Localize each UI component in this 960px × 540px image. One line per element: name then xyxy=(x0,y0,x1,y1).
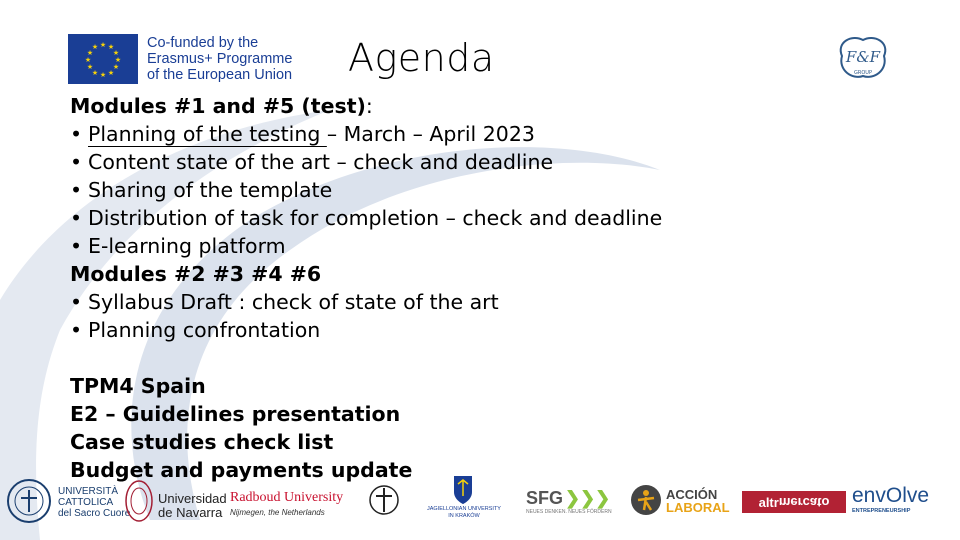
eu-flag-icon xyxy=(68,34,138,84)
jagiellonian-logo xyxy=(418,506,510,520)
altromercato-logo xyxy=(742,491,846,513)
list-item xyxy=(70,316,930,344)
list-item xyxy=(70,120,930,148)
svg-text:★: ★ xyxy=(112,63,120,71)
cattolica-line2: CATTOLICA xyxy=(58,497,114,508)
accion-laboral-logo xyxy=(666,488,730,514)
bullet-icon: • xyxy=(70,206,83,230)
envolve-name: envOlve xyxy=(852,484,930,507)
section1-heading-text: Modules #1 and #5 (test) xyxy=(70,94,366,118)
list-item-underlined: Planning of the testing xyxy=(88,122,327,146)
partner-logos xyxy=(0,474,960,540)
bold-line-e2: E2 – Guidelines presentation xyxy=(70,402,401,426)
svg-text:★: ★ xyxy=(86,49,94,57)
list-item xyxy=(70,176,930,204)
accion-laboral-icon xyxy=(630,484,662,516)
cattolica-seal-icon xyxy=(6,476,52,526)
cattolica-logo xyxy=(58,486,130,519)
svg-text:★: ★ xyxy=(84,56,92,64)
list-item-text: Syllabus Draft : check of state of the art xyxy=(88,290,499,314)
altromercato-right: mercato xyxy=(778,494,830,510)
eu-text-line3: of the European Union xyxy=(147,67,293,83)
accion-line2: LABORAL xyxy=(666,500,730,515)
agenda-content xyxy=(70,92,930,484)
section2-heading: Modules #2 #3 #4 #6 xyxy=(70,262,322,286)
altromercato-left: altr xyxy=(758,494,779,510)
bullet-icon: • xyxy=(70,234,83,258)
radboud-seal-icon xyxy=(368,478,400,522)
bullet-icon: • xyxy=(70,290,83,314)
envolve-logo xyxy=(852,484,929,514)
ff-group-logo xyxy=(830,32,896,82)
list-item xyxy=(70,148,930,176)
svg-text:★: ★ xyxy=(91,69,99,77)
list-item-text: E-learning platform xyxy=(88,234,286,258)
cattolica-line1: UNIVERSITÀ xyxy=(58,486,119,497)
sfg-arrows-icon: ❯❯❯ xyxy=(565,488,611,508)
section1-heading xyxy=(70,92,930,120)
navarra-line1: Universidad xyxy=(158,491,227,506)
svg-text:★: ★ xyxy=(99,41,107,49)
list-item-text: Sharing of the template xyxy=(88,178,333,202)
svg-text:★: ★ xyxy=(112,49,120,57)
bold-line-tpm4: TPM4 Spain xyxy=(70,374,206,398)
eu-cofunded-logo xyxy=(68,34,292,84)
list-item xyxy=(70,232,930,260)
list-item-text: Distribution of task for completion – check and deadline xyxy=(88,206,663,230)
sfg-name: SFG xyxy=(526,488,564,508)
bold-line-case-studies: Case studies check list xyxy=(70,430,334,454)
jagiellonian-line1: JAGIELLONIAN UNIVERSITY xyxy=(427,506,501,512)
eu-text-line2: Erasmus+ Programme xyxy=(147,51,293,67)
sfg-logo xyxy=(526,488,612,515)
navarra-seal-icon xyxy=(124,478,154,524)
bold-line-budget: Budget and payments update xyxy=(70,458,413,482)
section1-heading-colon: : xyxy=(365,94,373,118)
bullet-icon: • xyxy=(70,122,83,146)
list-item xyxy=(70,288,930,316)
spacer xyxy=(70,344,930,372)
cattolica-line3: del Sacro Cuore xyxy=(58,508,131,519)
eu-text-line1: Co-funded by the xyxy=(147,35,259,51)
radboud-logo xyxy=(230,490,343,517)
bullet-icon: • xyxy=(70,178,83,202)
bullet-icon: • xyxy=(70,318,83,342)
navarra-logo xyxy=(158,492,227,520)
navarra-line2: de Navarra xyxy=(158,505,223,520)
svg-text:★: ★ xyxy=(107,43,115,51)
list-item-text: Planning confrontation xyxy=(88,318,321,342)
list-item-text: – March – April 2023 xyxy=(326,122,535,146)
list-item-text: Content state of the art – check and deadline xyxy=(88,150,554,174)
svg-text:★: ★ xyxy=(99,71,107,79)
sfg-sub: NEUES DENKEN. NEUES FÖRDERN xyxy=(526,509,612,515)
svg-text:★: ★ xyxy=(86,63,94,71)
svg-text:★: ★ xyxy=(91,43,99,51)
page-title: Agenda xyxy=(348,36,495,80)
list-item xyxy=(70,204,930,232)
eu-cofunded-text xyxy=(147,35,292,83)
radboud-sub: Nijmegen, the Netherlands xyxy=(230,508,325,517)
jagiellonian-crest-icon xyxy=(452,474,474,506)
svg-text:★: ★ xyxy=(114,56,122,64)
accion-line1: ACCIÓN xyxy=(666,487,718,502)
svg-text:★: ★ xyxy=(107,69,115,77)
jagiellonian-line2: IN KRAKÓW xyxy=(448,513,480,519)
ff-logo-subtext: GROUP xyxy=(854,70,872,76)
bullet-icon: • xyxy=(70,150,83,174)
envolve-sub: ENTREPRENEURSHIP xyxy=(852,508,911,514)
ff-logo-text: F&F xyxy=(845,48,881,66)
radboud-name: Radboud University xyxy=(230,490,344,505)
